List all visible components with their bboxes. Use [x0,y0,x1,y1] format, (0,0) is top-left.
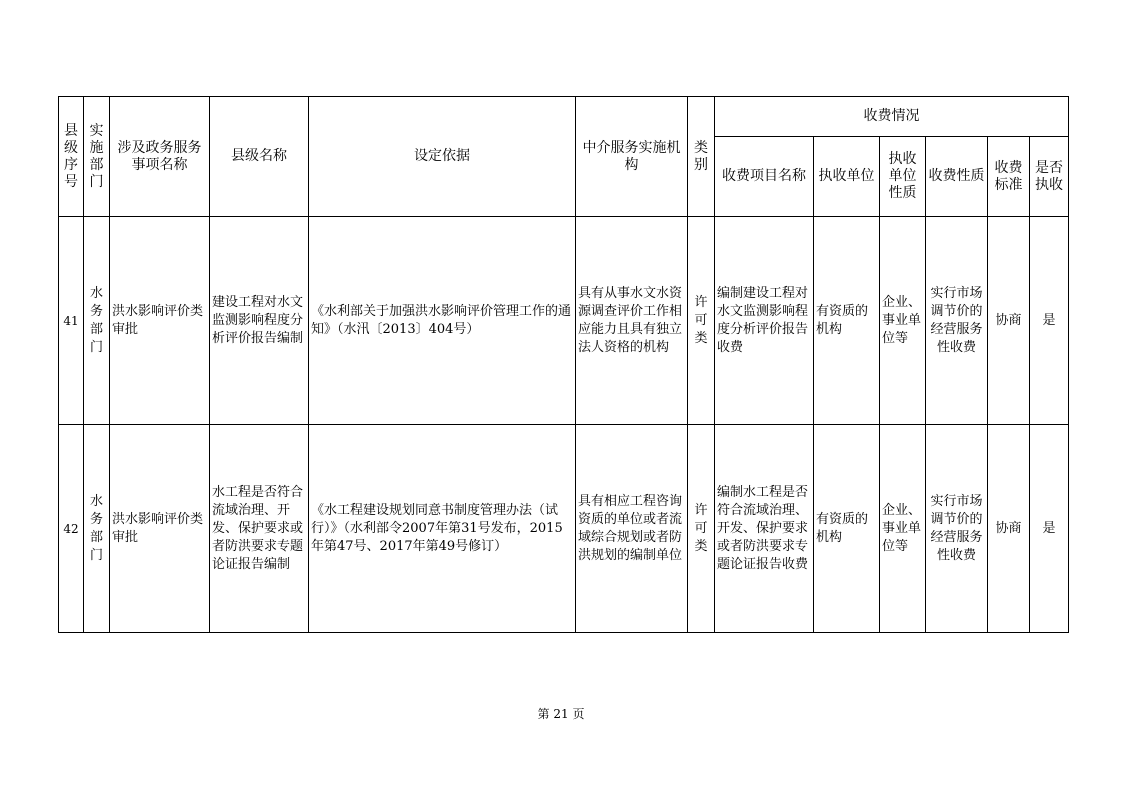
header-fee-unit: 执收单位 [814,137,880,217]
cell-county-name: 水工程是否符合流域治理、开发、保护要求或者防洪要求专题论证报告编制 [210,425,309,633]
page-number: 第 21 页 [537,707,585,721]
fee-table [58,96,1069,633]
cell-agency: 具有从事水文水资源调查评价工作相应能力且具有独立法人资格的机构 [576,217,688,425]
cell-service: 洪水影响评价类审批 [110,425,210,633]
cell-fee-item: 编制水工程是否符合流域治理、开发、保护要求或者防洪要求专题论证报告收费 [715,425,814,633]
header-category: 类别 [688,97,715,217]
header-fee-standard: 收费标准 [988,137,1030,217]
header-fee-nature: 收费性质 [926,137,988,217]
header-agency: 中介服务实施机构 [576,97,688,217]
cell-fee-unit: 有资质的机构 [814,217,880,425]
cell-is-collected: 是 [1030,425,1069,633]
cell-category: 许可类 [688,425,715,633]
cell-seq: 41 [59,217,84,425]
cell-fee-unit: 有资质的机构 [814,425,880,633]
cell-service: 洪水影响评价类审批 [110,217,210,425]
table-row [59,425,1069,633]
header-unit-nature: 执收单位性质 [880,137,926,217]
header-fee-item: 收费项目名称 [715,137,814,217]
header-service: 涉及政务服务事项名称 [110,97,210,217]
cell-unit-nature: 企业、事业单位等 [880,217,926,425]
header-seq: 县级序号 [59,97,84,217]
header-county-name: 县级名称 [210,97,309,217]
cell-agency: 具有相应工程咨询资质的单位或者流域综合规划或者防洪规划的编制单位 [576,425,688,633]
cell-is-collected: 是 [1030,217,1069,425]
table-row [59,217,1069,425]
cell-dept: 水务部门 [84,425,110,633]
cell-basis: 《水工程建设规划同意书制度管理办法（试行）》（水利部令2007年第31号发布，2015年第47号、2017年第49号修订） [309,425,576,633]
cell-fee-nature: 实行市场调节价的经营服务性收费 [926,217,988,425]
cell-fee-item: 编制建设工程对水文监测影响程度分析评价报告收费 [715,217,814,425]
cell-fee-standard: 协商 [988,217,1030,425]
header-basis: 设定依据 [309,97,576,217]
cell-county-name: 建设工程对水文监测影响程度分析评价报告编制 [210,217,309,425]
header-dept: 实施部门 [84,97,110,217]
cell-category: 许可类 [688,217,715,425]
cell-dept: 水务部门 [84,217,110,425]
header-is-collected: 是否执收 [1030,137,1069,217]
cell-basis: 《水利部关于加强洪水影响评价管理工作的通知》（水汛〔2013〕404号） [309,217,576,425]
cell-fee-nature: 实行市场调节价的经营服务性收费 [926,425,988,633]
header-fee-group: 收费情况 [715,97,1069,137]
cell-unit-nature: 企业、事业单位等 [880,425,926,633]
cell-fee-standard: 协商 [988,425,1030,633]
cell-seq: 42 [59,425,84,633]
